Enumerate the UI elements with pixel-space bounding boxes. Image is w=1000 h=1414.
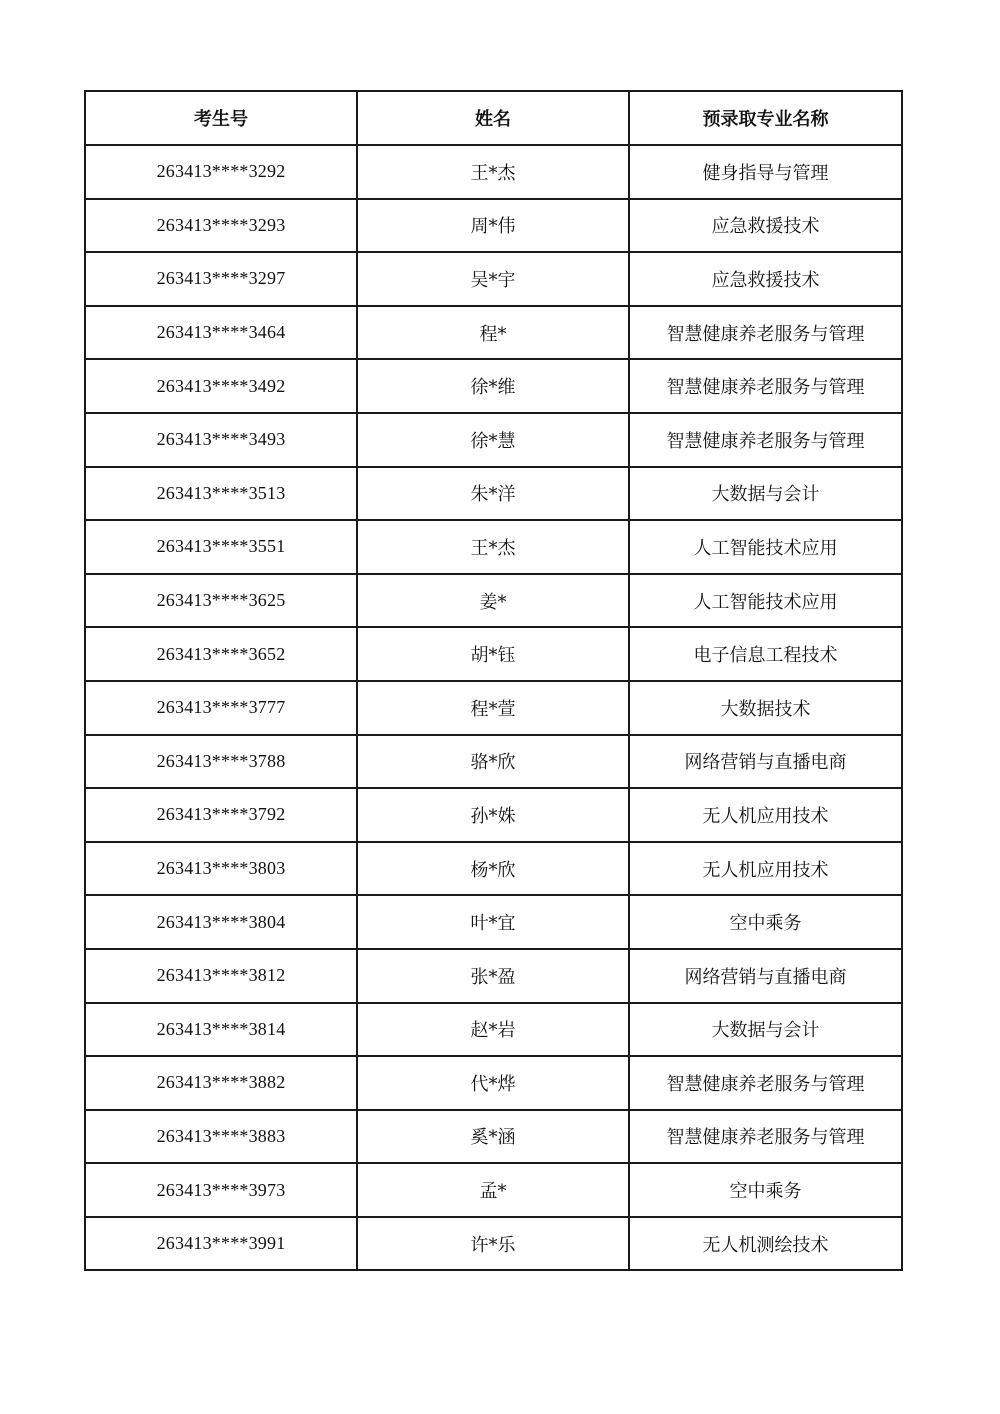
table-row: [85, 895, 902, 949]
exam-id-cell: 263413****3464: [85, 306, 357, 360]
table-row: [85, 145, 902, 199]
name-cell: 孙*姝: [357, 788, 629, 842]
table-row: [85, 359, 902, 413]
header-major: 预录取专业名称: [629, 91, 902, 145]
major-cell: 电子信息工程技术: [629, 627, 902, 681]
exam-id-cell: 263413****3991: [85, 1217, 357, 1271]
name-cell: 徐*维: [357, 359, 629, 413]
exam-id-cell: 263413****3883: [85, 1110, 357, 1164]
table-row: [85, 1003, 902, 1057]
exam-id-cell: 263413****3882: [85, 1056, 357, 1110]
major-cell: 智慧健康养老服务与管理: [629, 359, 902, 413]
major-cell: 空中乘务: [629, 895, 902, 949]
table-row: [85, 199, 902, 253]
name-cell: 徐*慧: [357, 413, 629, 467]
table-row: [85, 627, 902, 681]
major-cell: 应急救援技术: [629, 199, 902, 253]
table-row: [85, 1163, 902, 1217]
table-header: [85, 91, 902, 145]
major-cell: 健身指导与管理: [629, 145, 902, 199]
name-cell: 姜*: [357, 574, 629, 628]
table-row: [85, 681, 902, 735]
major-cell: 无人机应用技术: [629, 842, 902, 896]
table-row: [85, 735, 902, 789]
name-cell: 吴*宇: [357, 252, 629, 306]
major-cell: 无人机应用技术: [629, 788, 902, 842]
table-row: [85, 520, 902, 574]
exam-id-cell: 263413****3625: [85, 574, 357, 628]
major-cell: 人工智能技术应用: [629, 574, 902, 628]
exam-id-cell: 263413****3292: [85, 145, 357, 199]
name-cell: 代*烨: [357, 1056, 629, 1110]
table-row: [85, 1056, 902, 1110]
exam-id-cell: 263413****3652: [85, 627, 357, 681]
major-cell: 智慧健康养老服务与管理: [629, 1056, 902, 1110]
exam-id-cell: 263413****3814: [85, 1003, 357, 1057]
major-cell: 空中乘务: [629, 1163, 902, 1217]
major-cell: 大数据技术: [629, 681, 902, 735]
name-cell: 骆*欣: [357, 735, 629, 789]
table-row: [85, 306, 902, 360]
exam-id-cell: 263413****3792: [85, 788, 357, 842]
exam-id-cell: 263413****3973: [85, 1163, 357, 1217]
name-cell: 奚*涵: [357, 1110, 629, 1164]
major-cell: 网络营销与直播电商: [629, 949, 902, 1003]
table-row: [85, 467, 902, 521]
exam-id-cell: 263413****3493: [85, 413, 357, 467]
major-cell: 大数据与会计: [629, 1003, 902, 1057]
header-row: [85, 91, 902, 145]
admission-table: [84, 90, 903, 1271]
table-row: [85, 413, 902, 467]
major-cell: 网络营销与直播电商: [629, 735, 902, 789]
name-cell: 杨*欣: [357, 842, 629, 896]
name-cell: 赵*岩: [357, 1003, 629, 1057]
major-cell: 人工智能技术应用: [629, 520, 902, 574]
table-row: [85, 788, 902, 842]
major-cell: 智慧健康养老服务与管理: [629, 413, 902, 467]
name-cell: 周*伟: [357, 199, 629, 253]
exam-id-cell: 263413****3777: [85, 681, 357, 735]
table-body: [85, 145, 902, 1270]
name-cell: 张*盈: [357, 949, 629, 1003]
exam-id-cell: 263413****3812: [85, 949, 357, 1003]
name-cell: 王*杰: [357, 520, 629, 574]
exam-id-cell: 263413****3551: [85, 520, 357, 574]
major-cell: 智慧健康养老服务与管理: [629, 306, 902, 360]
name-cell: 胡*钰: [357, 627, 629, 681]
name-cell: 程*: [357, 306, 629, 360]
table-row: [85, 1110, 902, 1164]
exam-id-cell: 263413****3804: [85, 895, 357, 949]
exam-id-cell: 263413****3788: [85, 735, 357, 789]
table-row: [85, 842, 902, 896]
table-row: [85, 1217, 902, 1271]
table-row: [85, 949, 902, 1003]
major-cell: 智慧健康养老服务与管理: [629, 1110, 902, 1164]
header-exam-id: 考生号: [85, 91, 357, 145]
exam-id-cell: 263413****3513: [85, 467, 357, 521]
exam-id-cell: 263413****3803: [85, 842, 357, 896]
exam-id-cell: 263413****3293: [85, 199, 357, 253]
major-cell: 无人机测绘技术: [629, 1217, 902, 1271]
major-cell: 大数据与会计: [629, 467, 902, 521]
name-cell: 叶*宜: [357, 895, 629, 949]
exam-id-cell: 263413****3297: [85, 252, 357, 306]
exam-id-cell: 263413****3492: [85, 359, 357, 413]
header-name: 姓名: [357, 91, 629, 145]
major-cell: 应急救援技术: [629, 252, 902, 306]
name-cell: 朱*洋: [357, 467, 629, 521]
name-cell: 程*萱: [357, 681, 629, 735]
table-row: [85, 574, 902, 628]
name-cell: 孟*: [357, 1163, 629, 1217]
name-cell: 王*杰: [357, 145, 629, 199]
table-row: [85, 252, 902, 306]
name-cell: 许*乐: [357, 1217, 629, 1271]
